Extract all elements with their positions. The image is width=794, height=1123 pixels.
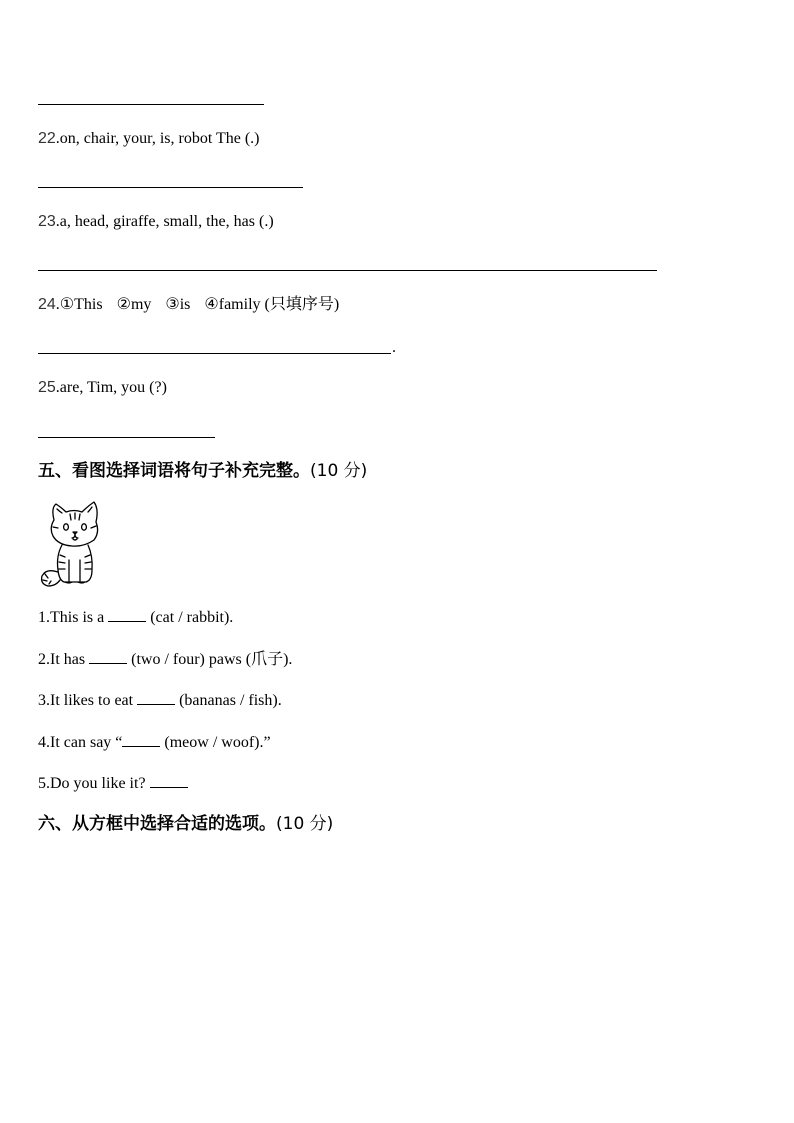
item-text-before: 4.It can say “ — [38, 734, 123, 751]
cat-picture — [38, 500, 110, 588]
item-text-after: (meow / woof).” — [160, 734, 271, 751]
question-number: 24 — [38, 296, 56, 313]
item-text-before: 3.It likes to eat — [38, 692, 138, 709]
answer-line-23 — [38, 270, 657, 271]
section-6-heading — [38, 814, 333, 834]
fill-in-blank — [150, 773, 188, 788]
question-text: .on, chair, your, is, robot The (.) — [55, 130, 260, 147]
answer-period: . — [392, 339, 396, 356]
section-title: 五、看图选择词语将句子补充完整。 — [38, 461, 310, 481]
section-5-item-2 — [38, 649, 292, 670]
item-text-after: (two / four) paws (爪子). — [127, 651, 293, 668]
item-text-before: 5.Do you like it? — [38, 775, 150, 792]
fill-in-blank — [89, 649, 127, 664]
question-25 — [38, 378, 167, 398]
question-number: 25 — [38, 379, 56, 396]
question-22 — [38, 129, 260, 149]
option-2: ②my — [116, 296, 152, 313]
section-5-item-5 — [38, 773, 188, 794]
item-text-after: (cat / rabbit). — [146, 609, 234, 626]
item-text-before: 1.This is a — [38, 609, 109, 626]
option-3: ③is — [165, 296, 191, 313]
answer-line-25 — [38, 437, 215, 438]
option-4: ④family — [204, 296, 261, 313]
answer-line-21 — [38, 104, 264, 105]
question-number: 23 — [38, 213, 56, 230]
instruction-note: (只填序号) — [264, 296, 340, 313]
question-24 — [38, 295, 339, 315]
section-title: 六、从方框中选择合适的选项。 — [38, 814, 276, 834]
section-score: (10 分) — [276, 814, 334, 834]
section-score: (10 分) — [310, 461, 368, 481]
question-23 — [38, 212, 274, 232]
question-text: .a, head, giraffe, small, the, has (.) — [55, 213, 274, 230]
section-5-heading — [38, 461, 367, 481]
answer-line-22 — [38, 187, 303, 188]
answer-line-24 — [38, 353, 391, 354]
section-5-item-3 — [38, 690, 282, 711]
section-5-item-4 — [38, 732, 271, 753]
item-text-after: (bananas / fish). — [175, 692, 282, 709]
question-text: .are, Tim, you (?) — [55, 379, 167, 396]
option-1: .①This — [55, 296, 103, 313]
section-5-item-1 — [38, 607, 233, 628]
fill-in-blank — [137, 690, 175, 705]
fill-in-blank — [122, 732, 160, 747]
item-text-before: 2.It has — [38, 651, 90, 668]
fill-in-blank — [108, 607, 146, 622]
question-number: 22 — [38, 130, 56, 147]
